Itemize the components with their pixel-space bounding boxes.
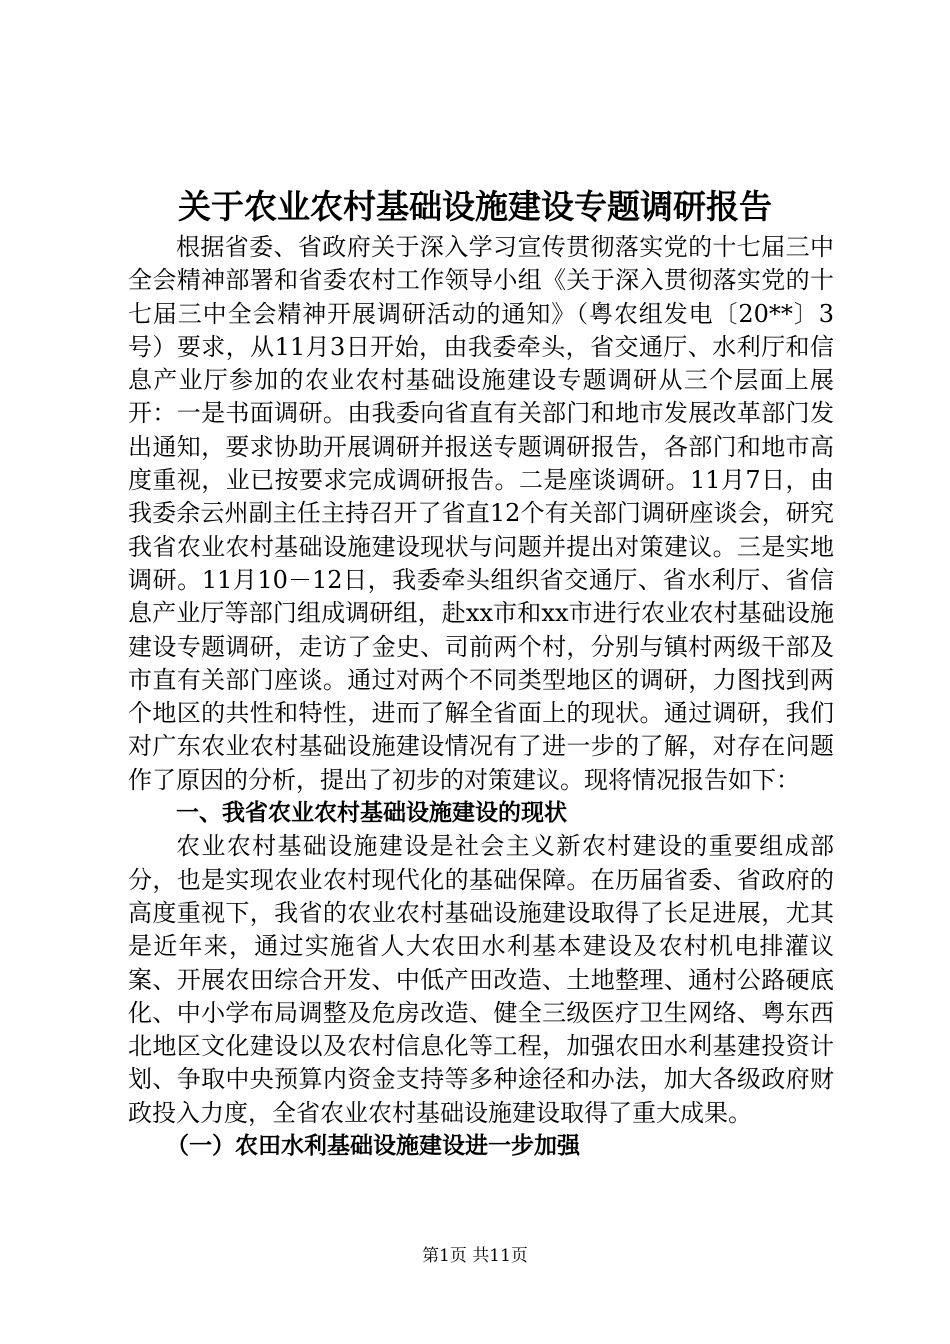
page-footer: 第1页 共11页	[422, 1246, 528, 1266]
section-heading-1: 一、我省农业农村基础设施建设的现状	[176, 800, 567, 827]
document-body	[128, 231, 834, 1163]
paragraph-status: 农业农村基础设施建设是社会主义新农村建设的重要组成部分，也是实现农业农村现代化的基础保障。在历届省委、省政府的高度重视下，我省的农业农村基础设施建设取得了长足进展，尤其是近年来，通过实施省人大农田水利基本建设及农村机电排灌议案、开展农田综合开发、中低产田改造、土地整理、通村公路硬底化、中小学布局调整及危房改造、健全三级医疗卫生网络、粤东西北地区文化建设以及农村信息化等工程，加强农田水利基建投资计划、争取中央预算内资金支持等多种途径和办法，加大各级政府财政投入力度，全省农业农村基础设施建设取得了重大成果。	[128, 832, 834, 1127]
document-title: 关于农业农村基础设施建设专题调研报告	[178, 187, 772, 226]
subsection-heading-1: （一）农田水利基础设施建设进一步加强	[166, 1133, 580, 1160]
paragraph-intro: 根据省委、省政府关于深入学习宣传贯彻落实党的十七届三中全会精神部署和省委农村工作领导小组《关于深入贯彻落实党的十七届三中全会精神开展调研活动的通知》（粤农组发电〔20**〕3号）要求，从11月3日开始，由我委牵头，省交通厅、水利厅和信息产业厅参加的农业农村基础设施建设专题调研从三个层面上展开：一是书面调研。由我委向省直有关部门和地市发展改革部门发出通知，要求协助开展调研并报送专题调研报告，各部门和地市高度重视，业已按要求完成调研报告。二是座谈调研。11月7日，由我委余云州副主任主持召开了省直12个有关部门调研座谈会，研究我省农业农村基础设施建设现状与问题并提出对策建议。三是实地调研。11月10－12日，我委牵头组织省交通厅、省水利厅、省信息产业厅等部门组成调研组，赴xx市和xx市进行农业农村基础设施建设专题调研，走访了金史、司前两个村，分别与镇村两级干部及市直有关部门座谈。通过对两个不同类型地区的调研，力图找到两个地区的共性和特性，进而了解全省面上的现状。通过调研，我们对广东农业农村基础设施建设情况有了进一步的了解，对存在问题作了原因的分析，提出了初步的对策建议。现将情况报告如下：	[128, 233, 834, 794]
